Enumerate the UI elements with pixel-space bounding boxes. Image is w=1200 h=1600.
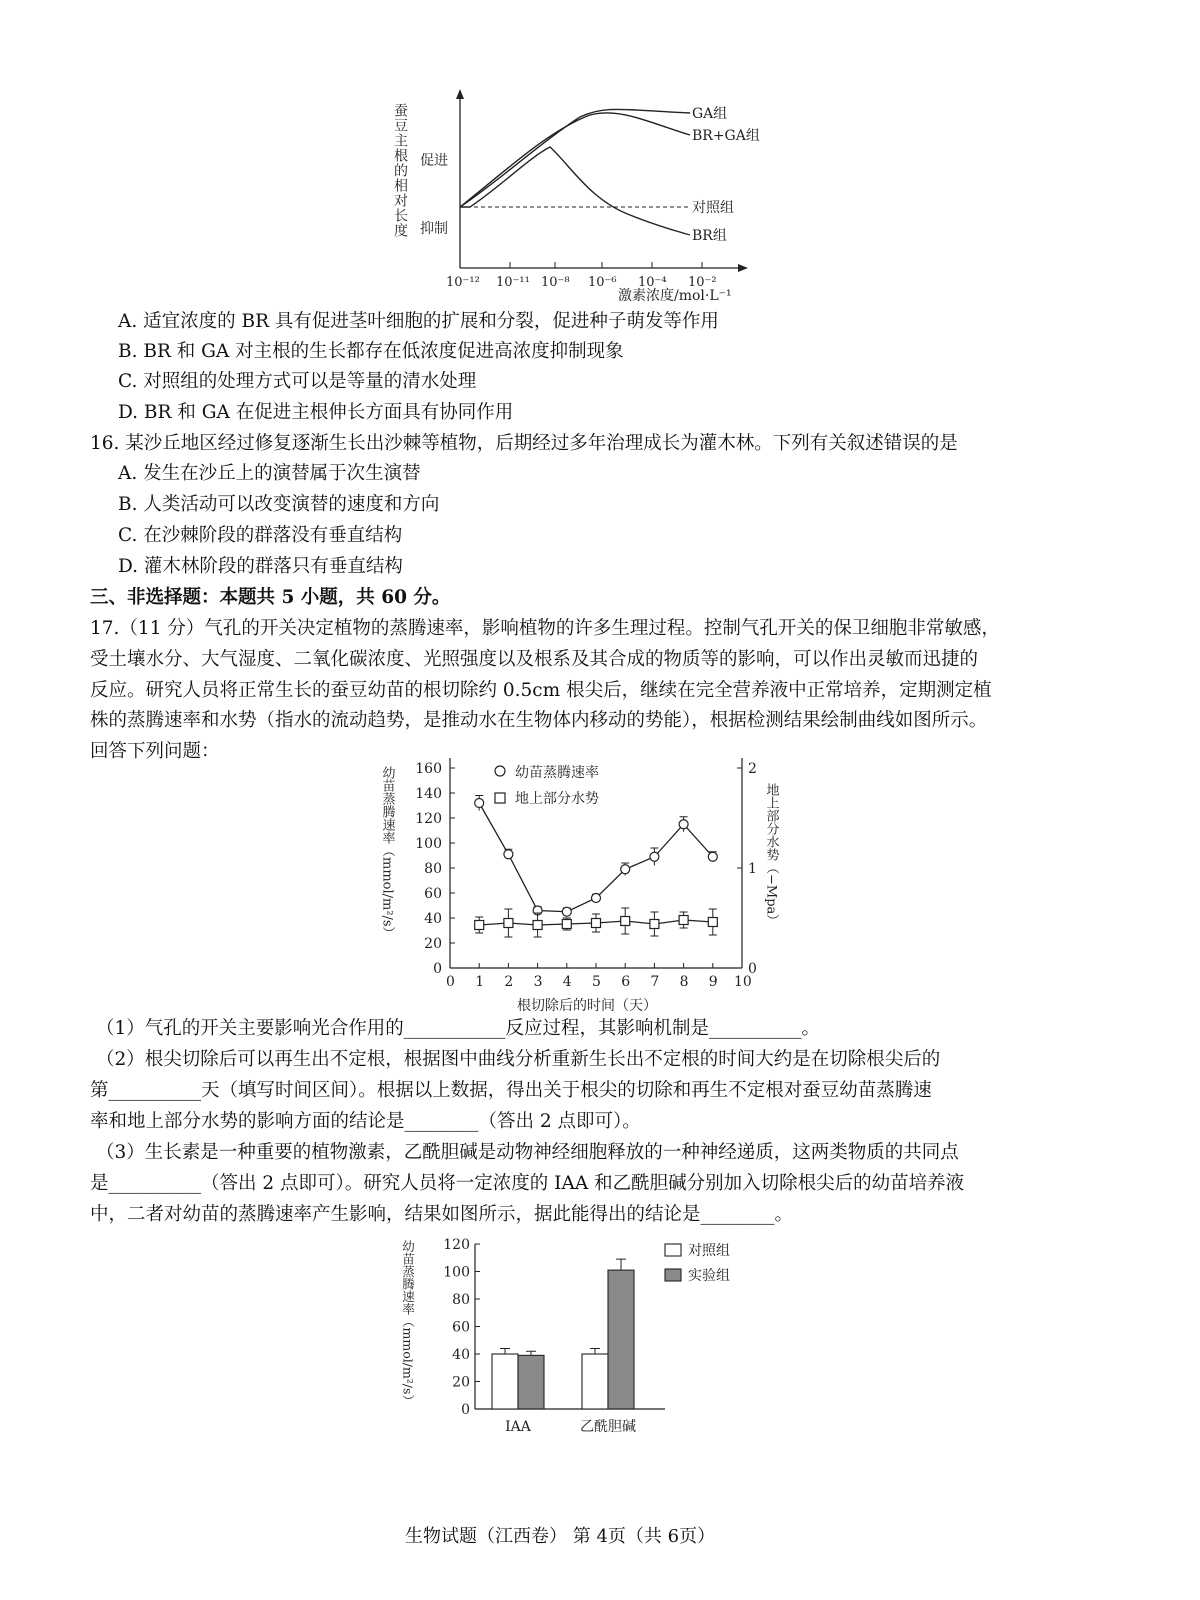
q17-part-2-line-2: 第__________天（填写时间区间）。根据以上数据，得出关于根尖的切除和再生不定根对蚕豆幼苗蒸腾速 — [90, 1080, 932, 1101]
q17-part-3-line-3: 中，二者对幼苗的蒸腾速率产生影响，结果如图所示，据此能得出的结论是________。 — [90, 1204, 794, 1225]
y2-tick-label: 1 — [748, 861, 757, 877]
legend-control-swatch — [665, 1244, 681, 1256]
transpiration-water-potential-chart — [375, 748, 795, 1016]
water-potential-point — [475, 921, 484, 930]
option-16d: D. 灌木林阶段的群落只有垂直结构 — [118, 556, 403, 577]
x-tick-label: 10⁻¹¹ — [496, 275, 530, 290]
x-tick-label: 8 — [679, 974, 689, 990]
y-tick-label: 0 — [433, 961, 442, 977]
legend-water-potential: 地上部分水势 — [515, 791, 599, 807]
legend-circle-marker — [495, 766, 505, 776]
y-tick-label: 40 — [424, 911, 442, 927]
transpiration-point — [475, 799, 484, 808]
x-tick-label: 10⁻⁸ — [541, 275, 570, 290]
y-axis-label: 幼苗蒸腾速率（mmol/m²/s） — [400, 1240, 416, 1407]
y-tick-label: 80 — [452, 1292, 470, 1308]
option-15a: A. 适宜浓度的 BR 具有促进茎叶细胞的扩展和分裂，促进种子萌发等作用 — [118, 311, 719, 332]
category-label: IAA — [505, 1419, 531, 1435]
y-tick-label: 0 — [461, 1402, 470, 1418]
x-tick-label: 3 — [533, 974, 543, 990]
y-tick-label: 120 — [415, 811, 442, 827]
y-tick-label: 40 — [452, 1347, 470, 1363]
legend-control: 对照组 — [688, 1243, 730, 1259]
y-axis-label-left: 幼苗蒸腾速率（mmol/m²/s） — [379, 766, 395, 940]
q17-part-2-line-3: 率和地上部分水势的影响方面的结论是________（答出 2 点即可）。 — [90, 1111, 641, 1132]
x-tick-label: 0 — [446, 974, 455, 990]
y-tick-label: 160 — [415, 761, 442, 777]
legend-br: BR组 — [692, 228, 727, 244]
x-tick-label: 4 — [562, 974, 572, 990]
x-tick-label: 10⁻² — [688, 275, 717, 290]
q17-part-3-line-1: （3）生长素是一种重要的植物激素，乙酰胆碱是动物神经细胞释放的一种神经递质，这两类物质的共同点 — [96, 1142, 959, 1163]
legend-square-marker — [495, 793, 505, 803]
water-potential-point — [679, 916, 688, 925]
transpiration-point — [621, 865, 630, 874]
legend-experiment-swatch — [665, 1269, 681, 1281]
y2-tick-label: 2 — [748, 761, 757, 777]
iaa-acetylcholine-bar-chart — [400, 1232, 800, 1447]
transpiration-point — [562, 907, 571, 916]
y-tick-label: 20 — [424, 936, 442, 952]
water-potential-point — [504, 919, 513, 928]
water-potential-point — [562, 920, 571, 929]
water-potential-point — [533, 921, 542, 930]
legend-br-ga: BR+GA组 — [692, 128, 760, 144]
y2-tick-label: 0 — [748, 961, 757, 977]
y-tick-label: 80 — [424, 861, 442, 877]
water-potential-point — [708, 918, 717, 927]
page-footer: 生物试题（江西卷） 第 4页（共 6页） — [405, 1526, 716, 1547]
x-tick-label: 10⁻⁶ — [588, 275, 617, 290]
transpiration-point — [679, 820, 688, 829]
x-axis-label: 根切除后的时间（天） — [517, 998, 657, 1014]
option-16c: C. 在沙棘阶段的群落没有垂直结构 — [118, 525, 403, 546]
bar — [608, 1270, 634, 1409]
x-tick-label: 10 — [734, 974, 752, 990]
water-potential-point — [650, 920, 659, 929]
legend-control: 对照组 — [692, 200, 734, 216]
transpiration-point — [708, 852, 717, 861]
option-15c: C. 对照组的处理方式可以是等量的清水处理 — [118, 371, 477, 392]
water-potential-point — [592, 919, 601, 928]
y-tick-label: 60 — [424, 886, 442, 902]
option-16a: A. 发生在沙丘上的演替属于次生演替 — [118, 463, 421, 484]
q17-line-1: 17.（11 分）气孔的开关决定植物的蒸腾速率，影响植物的许多生理过程。控制气孔开关的保卫细胞非常敏感， — [90, 618, 1000, 639]
x-tick-label: 9 — [708, 974, 718, 990]
y-tick-label: 100 — [443, 1264, 470, 1281]
y-axis-label: 蚕豆主根的相对长度 — [392, 103, 408, 238]
x-tick-label: 10⁻¹² — [446, 275, 480, 290]
y-axis-label-right: 地上部分水势（−Mpa） — [763, 783, 779, 928]
q17-part-2-line-1: （2）根尖切除后可以再生出不定根，根据图中曲线分析重新生长出不定根的时间大约是在切除根尖后的 — [96, 1049, 941, 1070]
bar — [492, 1354, 518, 1409]
x-tick-label: 5 — [592, 974, 601, 990]
water-potential-point — [621, 917, 630, 926]
q17-line-5: 回答下列问题： — [90, 741, 220, 762]
br-ga-curve — [460, 113, 690, 207]
bar — [582, 1354, 608, 1409]
y-annotation-inhibit: 抑制 — [420, 221, 448, 237]
legend-ga: GA组 — [692, 106, 728, 122]
q17-line-2: 受土壤水分、大气湿度、二氧化碳浓度、光照强度以及根系及其合成的物质等的影响，可以作出灵敏而迅捷的 — [90, 649, 979, 670]
option-15d: D. BR 和 GA 在促进主根伸长方面具有协同作用 — [118, 402, 514, 423]
transpiration-point — [592, 894, 601, 903]
section-3-heading: 三、非选择题：本题共 5 小题，共 60 分。 — [90, 587, 451, 608]
y-tick-label: 100 — [415, 836, 442, 852]
x-axis-label: 激素浓度/mol·L⁻¹ — [618, 288, 732, 304]
option-16b: B. 人类活动可以改变演替的速度和方向 — [118, 494, 440, 515]
y-tick-label: 140 — [415, 786, 442, 802]
legend-experiment: 实验组 — [688, 1268, 730, 1284]
category-label: 乙酰胆碱 — [580, 1419, 636, 1435]
x-tick-label: 7 — [650, 974, 660, 990]
br-curve — [460, 147, 690, 235]
x-tick-label: 6 — [621, 974, 631, 990]
transpiration-point — [504, 850, 513, 859]
x-tick-label: 2 — [504, 974, 514, 990]
question-16: 16. 某沙丘地区经过修复逐渐生长出沙棘等植物，后期经过多年治理成长为灌木林。下列有关叙述错误的是 — [90, 433, 958, 454]
q17-part-1: （1）气孔的开关主要影响光合作用的___________反应过程，其影响机制是__________。 — [96, 1018, 821, 1039]
q17-line-3: 反应。研究人员将正常生长的蚕豆幼苗的根切除约 0.5cm 根尖后，继续在完全营养液中正常培养，定期测定植 — [90, 680, 992, 701]
hormone-concentration-chart — [390, 85, 810, 305]
legend-transpiration: 幼苗蒸腾速率 — [515, 765, 599, 781]
bar — [518, 1355, 544, 1409]
x-tick-label: 1 — [475, 974, 485, 990]
q17-line-4: 株的蒸腾速率和水势（指水的流动趋势，是推动水在生物体内移动的势能），根据检测结果绘制曲线如图所示。 — [90, 710, 988, 731]
y-tick-label: 120 — [443, 1237, 470, 1253]
x-tick-label: 10⁻⁴ — [638, 275, 667, 290]
option-15b: B. BR 和 GA 对主根的生长都存在低浓度促进高浓度抑制现象 — [118, 341, 624, 362]
transpiration-point — [650, 852, 659, 861]
q17-part-3-line-2: 是__________（答出 2 点即可）。研究人员将一定浓度的 IAA 和乙酰胆碱分别加入切除根尖后的幼苗培养液 — [90, 1173, 965, 1194]
y-tick-label: 20 — [452, 1374, 470, 1391]
y-annotation-promote: 促进 — [420, 153, 448, 169]
y-tick-label: 60 — [452, 1319, 470, 1336]
